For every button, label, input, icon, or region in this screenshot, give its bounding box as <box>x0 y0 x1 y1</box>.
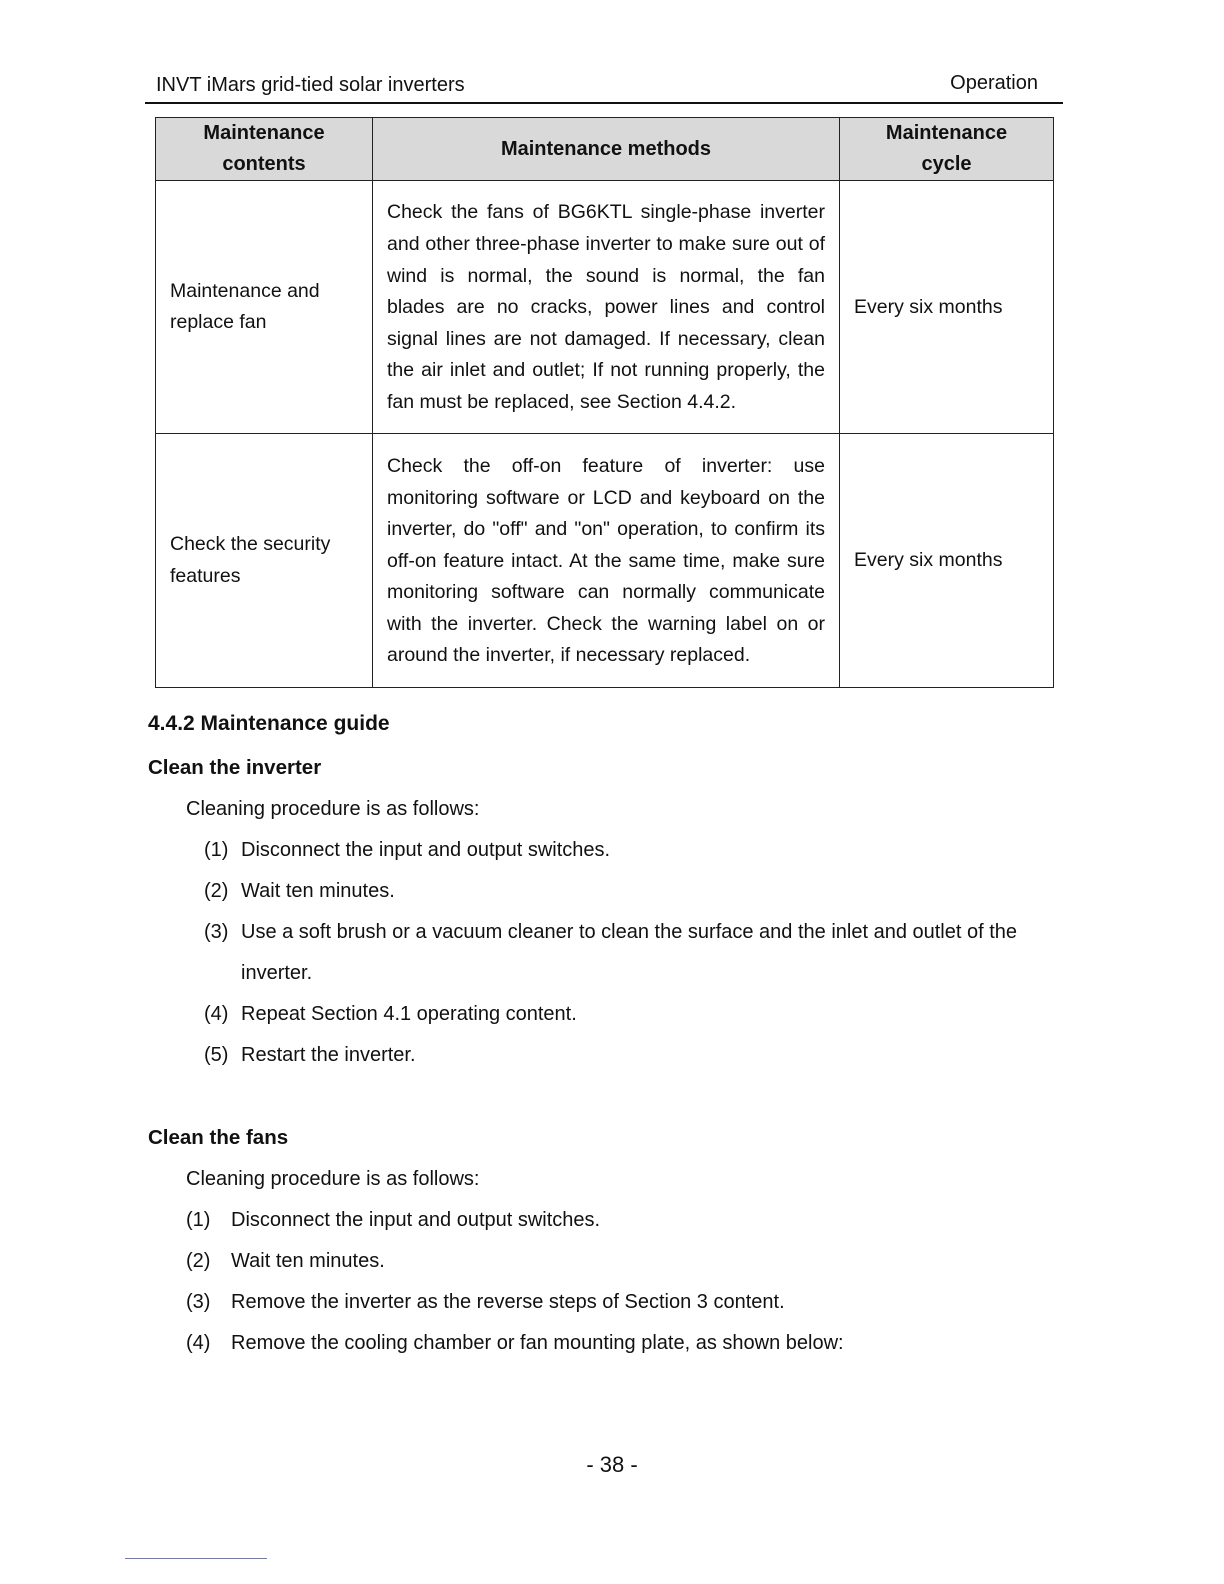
table-header-row <box>156 118 1054 181</box>
cell-method: Check the fans of BG6KTL single-phase inverter and other three-phase inverter to make sure out of wind is normal, the sound is normal, the fan blades are no cracks, power lines and control signal lines are not damaged. If necessary, clean the air inlet and outlet; If not running properly, the fan must be replaced, see Section 4.4.2. <box>373 181 840 434</box>
header-contents-line2: contents <box>222 153 306 175</box>
step-number: (2) <box>204 880 229 902</box>
step-number: (1) <box>204 839 229 861</box>
procedure-intro: Cleaning procedure is as follows: <box>186 1168 480 1190</box>
subsection-title-clean-fans: Clean the fans <box>148 1126 289 1149</box>
cell-content <box>156 181 373 434</box>
header-maintenance-contents <box>156 118 373 181</box>
cell-method: Check the off-on feature of inverter: use monitoring software or LCD and keyboard on the inverter, do "off" and "on" operation, to confirm its off-on feature intact. At the same time, make sure monitoring software can normally communicate with the inverter. Check the warning label on or around the inverter, if necessary replaced. <box>373 434 840 688</box>
step-text: Wait ten minutes. <box>241 880 395 902</box>
header-cycle-line2: cycle <box>921 153 972 175</box>
step-text: Disconnect the input and output switches. <box>231 1209 601 1231</box>
subsection-title-clean-inverter: Clean the inverter <box>148 756 322 779</box>
step-number: (1) <box>186 1209 211 1231</box>
step-text: Remove the cooling chamber or fan mounting plate, as shown below: <box>231 1332 844 1354</box>
step-number: (4) <box>186 1332 211 1354</box>
page-number: - 38 - <box>586 1452 638 1477</box>
cell-content-line1: Check the security <box>170 533 331 555</box>
cell-content-line2: features <box>170 564 241 587</box>
header-contents-line1: Maintenance <box>203 122 325 144</box>
table-row <box>156 181 1054 434</box>
cell-cycle: Every six months <box>840 181 1054 434</box>
step-text: Remove the inverter as the reverse steps of Section 3 content. <box>231 1291 785 1313</box>
header-cycle-line1: Maintenance <box>885 122 1008 144</box>
step-text: Repeat Section 4.1 operating content. <box>241 1003 577 1025</box>
step-number: (3) <box>186 1291 211 1313</box>
cell-content <box>156 434 373 688</box>
maintenance-table <box>155 117 1054 688</box>
header-chapter: Operation <box>950 72 1038 94</box>
cell-cycle: Every six months <box>840 434 1054 688</box>
step-number: (4) <box>204 1003 229 1025</box>
step-text: Wait ten minutes. <box>231 1250 385 1272</box>
step-number: (2) <box>186 1250 211 1272</box>
footnote-divider <box>125 1558 267 1559</box>
page-header <box>145 70 1063 104</box>
step-text: Use a soft brush or a vacuum cleaner to clean the surface and the inlet and outlet of the <box>241 921 1018 943</box>
step-text-continued: inverter. <box>241 962 313 984</box>
cell-content-line2: replace fan <box>170 311 267 333</box>
step-number: (5) <box>204 1044 229 1066</box>
procedure-intro: Cleaning procedure is as follows: <box>186 798 480 820</box>
section-title: 4.4.2 Maintenance guide <box>148 712 390 735</box>
step-number: (3) <box>204 921 229 943</box>
header-maintenance-methods: Maintenance methods <box>373 118 840 181</box>
cell-content-line1: Maintenance and <box>170 279 320 302</box>
header-maintenance-cycle <box>840 118 1054 181</box>
header-title: INVT iMars grid-tied solar inverters <box>156 74 465 96</box>
step-text: Restart the inverter. <box>241 1044 416 1066</box>
table-row <box>156 434 1054 688</box>
step-text: Disconnect the input and output switches. <box>241 839 611 861</box>
